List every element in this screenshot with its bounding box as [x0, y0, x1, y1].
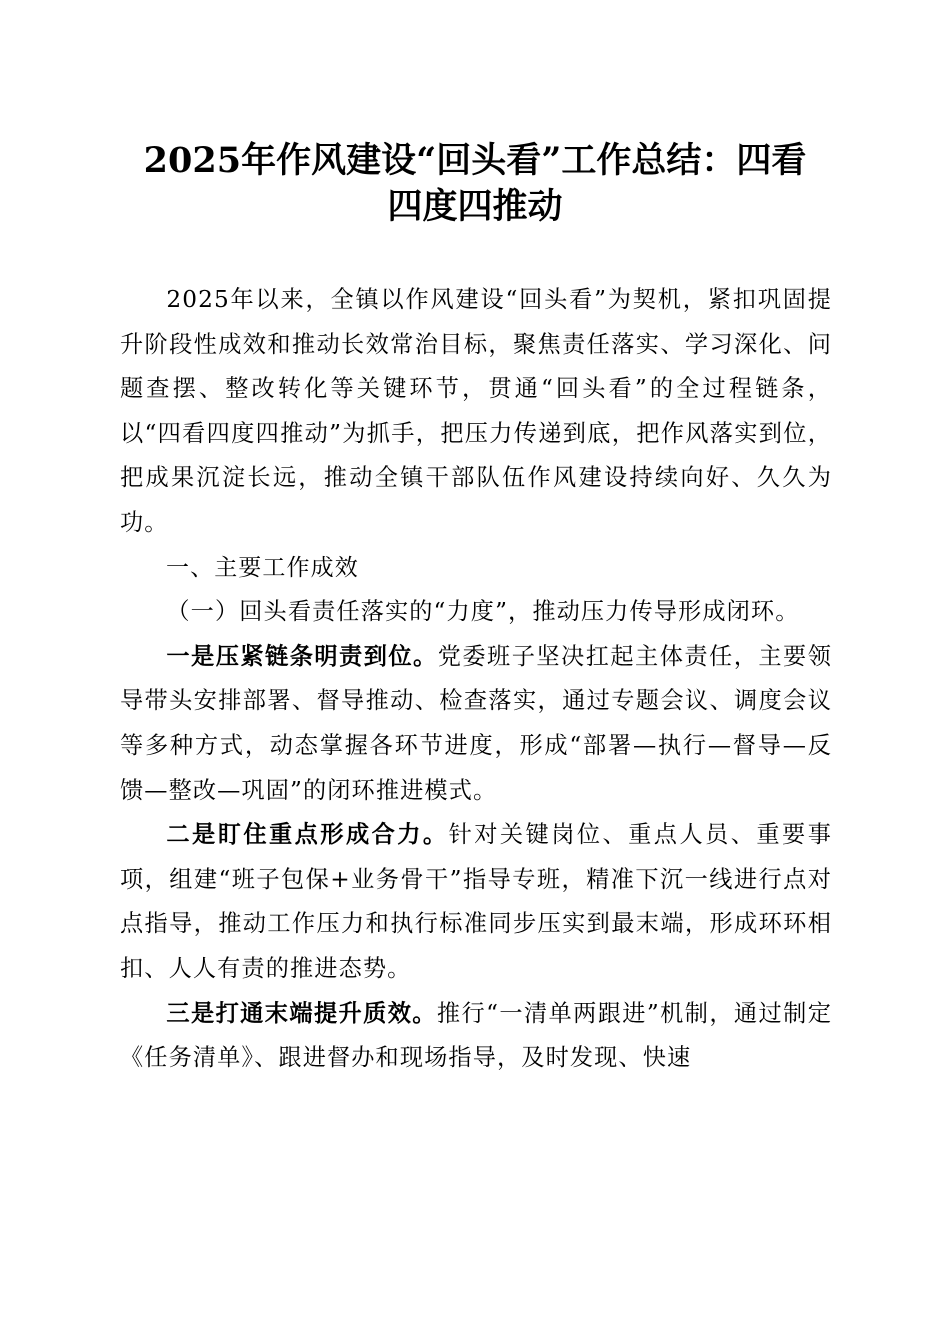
section-heading: 一、主要工作成效 — [166, 554, 359, 581]
subsection-heading: （一）回头看责任落实的“力度”，推动压力传导形成闭环。 — [166, 598, 800, 626]
point-text-2: 针对关键岗位、重点人员、重要事项，组建“班子包保+业务骨干”指导专班，精准下沉一线进行点对点指导，推动工作压力和执行标准同步压实到最末端，形成环环相扣、人人有责的推进态势。 — [120, 821, 832, 982]
point-lead-3: 三是打通末端提升质效。 — [166, 999, 437, 1027]
point-text-3: 推行“一清单两跟进”机制，通过制定《任务清单》、跟进督办和现场指导，及时发现、快速 — [120, 999, 832, 1072]
point-lead-2: 二是盯住重点形成合力。 — [166, 821, 449, 849]
point-paragraph-2 — [120, 813, 832, 991]
point-text-1: 党委班子坚决扛起主体责任，主要领导带头安排部署、督导推动、检查落实，通过专题会议、调度会议等多种方式，动态掌握各环节进度，形成“部署—执行—督导—反馈—整改—巩固”的闭环推进模式。 — [120, 642, 832, 804]
point-paragraph-1 — [120, 635, 832, 813]
intro-paragraph: 2025年以来，全镇以作风建设“回头看”为契机，紧扣巩固提升阶段性成效和推动长效常治目标，聚焦责任落实、学习深化、问题查摆、整改转化等关键环节，贯通“回头看”的全过程链条，以“四看四度四推动”为抓手，把压力传递到底，把作风落实到位，把成果沉淀长远，推动全镇干部队伍作风建设持续向好、久久为功。 — [120, 286, 832, 536]
document-body — [120, 278, 832, 1081]
title-line-1: 2025年作风建设“回头看”工作总结：四看 — [143, 140, 807, 181]
title-line-2: 四度四推动 — [387, 186, 563, 227]
document-title — [100, 138, 850, 230]
point-paragraph-3 — [120, 992, 832, 1081]
point-lead-1: 一是压紧链条明责到位。 — [166, 642, 438, 670]
